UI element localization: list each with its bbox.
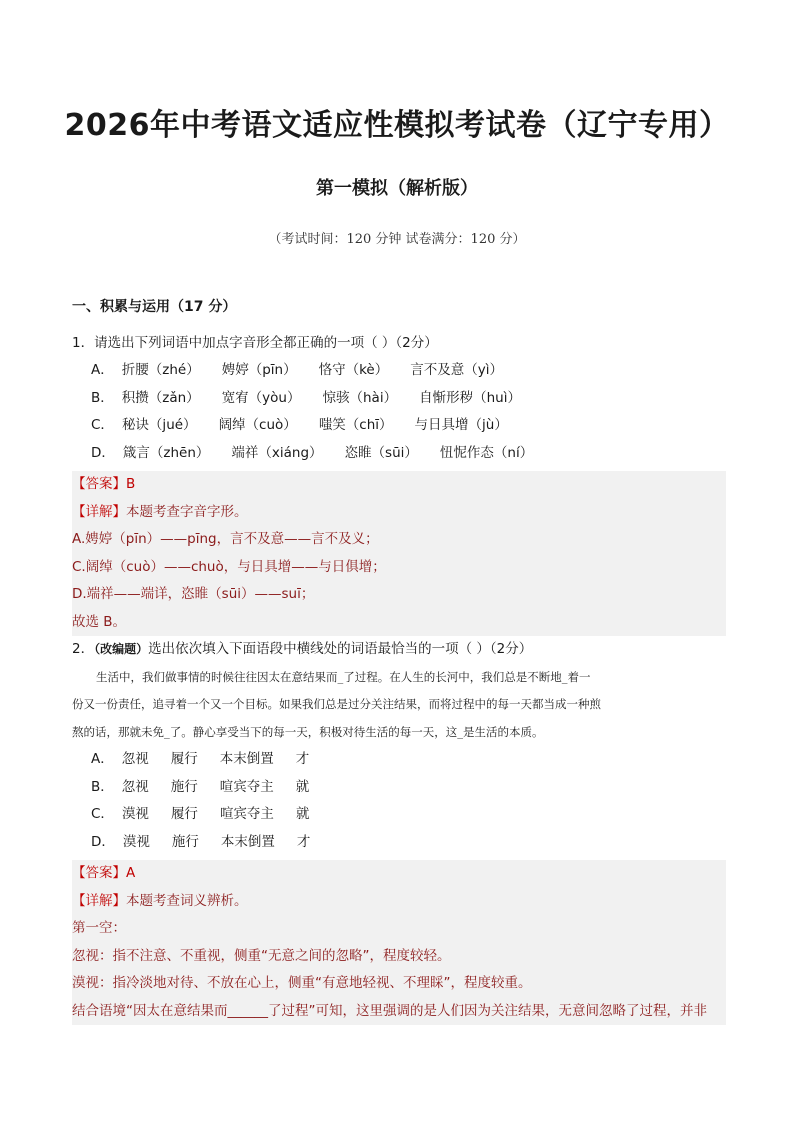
- option-word: 秘诀（jué）: [121, 417, 197, 433]
- option-word: 言不及意（yì）: [410, 362, 503, 378]
- option-word: 漠视: [122, 833, 150, 850]
- question-1-conclusion: [72, 609, 726, 637]
- question-1-option-d: [72, 440, 726, 468]
- question-2-note: [72, 915, 726, 943]
- question-2-detail: [72, 888, 726, 916]
- option-word: 就: [295, 778, 310, 795]
- passage-line: 生活中，我们做事情的时候往往因太在意结果而_了过程。在人生的长河中，我们总是不断地_着一: [96, 669, 591, 684]
- option-label: B．: [91, 778, 114, 795]
- page-title: 2026年中考语文适应性模拟考试卷（辽宁专用）: [64, 108, 730, 143]
- option-word: 履行: [170, 751, 198, 767]
- question-1-option-b: [72, 385, 726, 413]
- option-word: 施行: [171, 833, 199, 850]
- option-label: D．: [91, 444, 115, 461]
- option-word: 忸怩作态（ní）: [439, 444, 534, 461]
- option-word: 积攒（zǎn）: [121, 389, 200, 406]
- option-word: 就: [295, 806, 310, 822]
- option-label: B．: [91, 389, 114, 406]
- option-word: 娉婷（pīn）: [221, 362, 297, 378]
- note-text: D.端祥——端详，恣睢（sūi）——suī；: [72, 586, 315, 602]
- passage-line: 熬的话，那就未免_了。静心享受当下的每一天，积极对待生活的每一天，这_是生活的本质。: [72, 724, 544, 739]
- option-label: D．: [91, 833, 115, 850]
- option-word: 箴言（zhēn）: [122, 444, 210, 461]
- option-label: A．: [91, 362, 114, 378]
- option-word: 恪守（kè）: [318, 362, 389, 378]
- option-word: 折腰（zhé）: [121, 362, 200, 378]
- option-word: 喧宾夺主: [219, 806, 274, 822]
- conclusion-text: 故选 B。: [72, 613, 127, 630]
- question-tag: （改编题）: [94, 642, 149, 656]
- option-word: 自惭形秽（huì）: [419, 389, 521, 406]
- note-text: 漠视：指冷淡地对待、不放在心上，侧重“有意地轻视、不理睬”，程度较重。: [72, 975, 532, 991]
- detail-text: 本题考查词义辨析。: [126, 892, 248, 909]
- question-1-note: [72, 526, 726, 554]
- option-word: 施行: [170, 778, 198, 795]
- question-1-option-a: [72, 357, 726, 385]
- option-word: 才: [296, 833, 311, 850]
- option-word: 履行: [170, 806, 198, 822]
- question-2-option-c: [72, 801, 726, 829]
- option-label: C．: [91, 417, 114, 433]
- question-1-answer: [72, 471, 726, 499]
- option-word: 喧宾夺主: [219, 778, 274, 795]
- answer-value: B: [126, 476, 136, 492]
- question-2-stem: [72, 636, 726, 664]
- page-subtitle: 第一模拟（解析版）: [316, 178, 478, 199]
- question-1-note: [72, 554, 726, 582]
- option-word: 惊骇（hài）: [322, 389, 398, 406]
- passage-line: 份又一份责任，追寻着一个又一个目标。如果我们总是过分关注结果，而将过程中的每一天都当成一种煎: [72, 697, 601, 711]
- option-word: 忽视: [121, 751, 149, 767]
- answer-value: A: [126, 865, 136, 881]
- question-1-option-c: [72, 412, 726, 440]
- option-word: 忽视: [121, 778, 149, 795]
- option-word: 本末倒置: [219, 751, 274, 767]
- note-text: C.阔绰（cuò）——chuò，与日具增——与日俱增；: [72, 558, 386, 575]
- question-text: 选出依次填入下面语段中横线处的词语最恰当的一项（ ）（2分）: [148, 641, 533, 657]
- question-1-note: [72, 581, 726, 609]
- question-2-option-d: [72, 829, 726, 857]
- option-word: 端祥（xiáng）: [231, 444, 323, 461]
- detail-tag: 【详解】: [72, 892, 126, 909]
- question-1-detail: [72, 499, 726, 527]
- option-label: A．: [91, 751, 114, 767]
- option-word: 恣睢（sūi）: [344, 444, 418, 461]
- detail-tag: 【详解】: [72, 503, 126, 520]
- question-2-answer: [72, 860, 726, 888]
- answer-tag: 【答案】: [72, 865, 126, 881]
- option-word: 才: [295, 751, 310, 767]
- section-heading: 一、积累与运用（17 分）: [72, 299, 237, 315]
- question-2-option-b: [72, 774, 726, 802]
- question-2-note: [72, 970, 726, 998]
- option-word: 宽宥（yòu）: [221, 389, 301, 406]
- question-2-note: [72, 998, 726, 1026]
- question-2-note: [72, 943, 726, 971]
- detail-text: 本题考查字音字形。: [126, 503, 248, 520]
- option-word: 嗤笑（chī）: [318, 417, 393, 433]
- note-text: 结合语境“因太在意结果而______了过程”可知，这里强调的是人们因为关注结果，无意间忽略了过程，并非: [72, 1002, 707, 1019]
- option-word: 漠视: [121, 806, 149, 822]
- note-text: A.娉婷（pīn）——pīng，言不及意——言不及义；: [72, 531, 379, 547]
- option-label: C．: [91, 806, 114, 822]
- exam-content: [72, 294, 726, 1025]
- question-number: 2．: [72, 641, 95, 657]
- note-text: 第一空：: [72, 920, 126, 936]
- note-text: 忽视：指不注意、不重视，侧重“无意之间的忽略”，程度较轻。: [72, 947, 451, 964]
- option-word: 本末倒置: [220, 833, 275, 850]
- option-word: 与日具增（jù）: [414, 417, 508, 433]
- question-1-stem: 1．请选出下列词语中加点字音形全都正确的一项（ ）（2分）: [72, 334, 438, 351]
- answer-tag: 【答案】: [72, 476, 126, 492]
- exam-meta: （考试时间：120 分钟 试卷满分：120 分）: [268, 232, 526, 247]
- question-2-option-a: [72, 746, 726, 774]
- option-word: 阔绰（cuò）: [218, 417, 297, 433]
